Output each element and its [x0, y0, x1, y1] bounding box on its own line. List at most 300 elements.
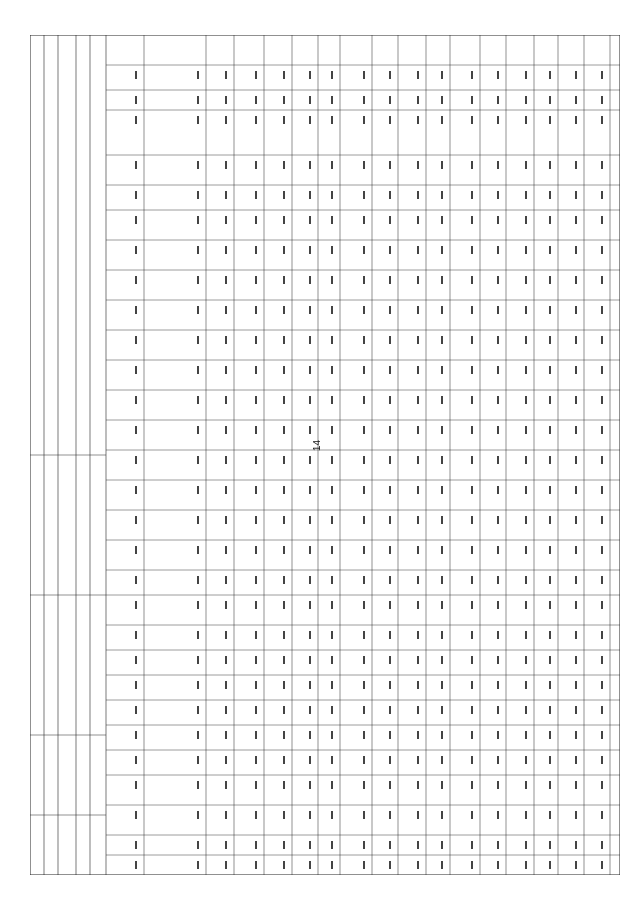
cell-mark	[471, 396, 473, 404]
cell-mark	[441, 426, 443, 434]
cell-mark	[575, 731, 577, 739]
cell-mark	[225, 731, 227, 739]
cell-mark	[135, 681, 137, 689]
cell-mark	[197, 276, 199, 284]
cell-mark	[135, 191, 137, 199]
cell-mark	[197, 161, 199, 169]
cell-mark	[197, 681, 199, 689]
cell-mark	[471, 731, 473, 739]
cell-mark	[441, 246, 443, 254]
cell-mark	[441, 706, 443, 714]
cell-mark	[525, 191, 527, 199]
cell-mark	[417, 396, 419, 404]
cell-mark	[197, 191, 199, 199]
cell-mark	[417, 681, 419, 689]
cell-mark	[255, 71, 257, 79]
cell-mark	[283, 706, 285, 714]
cell-mark	[471, 246, 473, 254]
cell-mark	[135, 486, 137, 494]
cell-mark	[225, 601, 227, 609]
cell-mark	[363, 71, 365, 79]
cell-mark	[363, 576, 365, 584]
cell-mark	[309, 706, 311, 714]
cell-mark	[497, 756, 499, 764]
cell-mark	[525, 426, 527, 434]
cell-mark	[225, 681, 227, 689]
cell-mark	[441, 396, 443, 404]
cell-mark	[255, 161, 257, 169]
cell-mark	[601, 366, 603, 374]
cell-mark	[497, 486, 499, 494]
cell-mark	[549, 656, 551, 664]
cell-mark	[417, 71, 419, 79]
cell-mark	[331, 576, 333, 584]
cell-mark	[525, 811, 527, 819]
cell-mark	[309, 96, 311, 104]
cell-mark	[471, 71, 473, 79]
cell-mark	[497, 456, 499, 464]
cell-mark	[601, 631, 603, 639]
cell-mark	[441, 631, 443, 639]
cell-mark	[363, 546, 365, 554]
cell-mark	[331, 191, 333, 199]
cell-mark	[389, 306, 391, 314]
cell-mark	[225, 161, 227, 169]
cell-mark	[331, 306, 333, 314]
cell-mark	[389, 246, 391, 254]
cell-mark	[197, 731, 199, 739]
cell-mark	[363, 366, 365, 374]
cell-mark	[225, 276, 227, 284]
cell-mark	[441, 811, 443, 819]
cell-mark	[197, 841, 199, 849]
cell-mark	[225, 396, 227, 404]
cell-mark	[549, 841, 551, 849]
cell-mark	[441, 336, 443, 344]
cell-mark	[525, 396, 527, 404]
cell-mark	[525, 601, 527, 609]
cell-mark	[441, 576, 443, 584]
cell-mark	[255, 366, 257, 374]
cell-mark	[309, 861, 311, 869]
cell-mark	[197, 656, 199, 664]
cell-mark	[601, 306, 603, 314]
cell-mark	[497, 681, 499, 689]
cell-mark	[471, 681, 473, 689]
cell-mark	[225, 306, 227, 314]
cell-mark	[309, 161, 311, 169]
cell-mark	[197, 546, 199, 554]
cell-mark	[331, 631, 333, 639]
cell-mark	[525, 681, 527, 689]
cell-mark	[525, 546, 527, 554]
cell-mark	[389, 336, 391, 344]
cell-mark	[309, 276, 311, 284]
cell-mark	[309, 756, 311, 764]
cell-mark	[255, 486, 257, 494]
cell-mark	[135, 756, 137, 764]
cell-mark	[575, 71, 577, 79]
cell-mark	[549, 756, 551, 764]
cell-mark	[601, 656, 603, 664]
cell-mark	[417, 336, 419, 344]
cell-mark	[255, 276, 257, 284]
cell-mark	[601, 756, 603, 764]
cell-mark	[363, 246, 365, 254]
cell-mark	[363, 516, 365, 524]
cell-mark	[575, 861, 577, 869]
cell-mark	[309, 811, 311, 819]
cell-mark	[331, 116, 333, 124]
cell-mark	[225, 426, 227, 434]
cell-mark	[575, 516, 577, 524]
cell-mark	[441, 731, 443, 739]
cell-mark	[601, 71, 603, 79]
cell-mark	[441, 96, 443, 104]
cell-mark	[283, 276, 285, 284]
cell-mark	[331, 656, 333, 664]
cell-mark	[225, 811, 227, 819]
cell-mark	[549, 161, 551, 169]
cell-mark	[135, 246, 137, 254]
cell-mark	[225, 546, 227, 554]
cell-mark	[417, 276, 419, 284]
cell-mark	[441, 546, 443, 554]
cell-mark	[225, 456, 227, 464]
cell-mark	[283, 656, 285, 664]
cell-mark	[309, 576, 311, 584]
cell-mark	[525, 756, 527, 764]
cell-mark	[255, 861, 257, 869]
cell-mark	[225, 516, 227, 524]
cell-mark	[389, 706, 391, 714]
cell-mark	[225, 576, 227, 584]
cell-mark	[417, 246, 419, 254]
cell-mark	[601, 276, 603, 284]
cell-mark	[225, 486, 227, 494]
cell-mark	[135, 426, 137, 434]
cell-mark	[497, 161, 499, 169]
cell-mark	[309, 426, 311, 434]
cell-mark	[255, 756, 257, 764]
cell-mark	[331, 841, 333, 849]
cell-mark	[255, 811, 257, 819]
cell-mark	[441, 306, 443, 314]
cell-mark	[549, 811, 551, 819]
cell-mark	[197, 116, 199, 124]
cell-mark	[197, 756, 199, 764]
table-grid	[30, 35, 620, 875]
cell-mark	[309, 486, 311, 494]
cell-mark	[309, 396, 311, 404]
cell-mark	[363, 96, 365, 104]
cell-mark	[601, 811, 603, 819]
cell-mark	[441, 116, 443, 124]
cell-mark	[135, 731, 137, 739]
cell-mark	[471, 841, 473, 849]
cell-mark	[601, 246, 603, 254]
cell-mark	[135, 216, 137, 224]
cell-mark	[525, 706, 527, 714]
cell-mark	[283, 781, 285, 789]
cell-mark	[309, 456, 311, 464]
cell-mark	[389, 191, 391, 199]
cell-mark	[363, 426, 365, 434]
cell-mark	[471, 601, 473, 609]
cell-mark	[389, 486, 391, 494]
cell-mark	[389, 546, 391, 554]
cell-mark	[497, 426, 499, 434]
cell-mark	[389, 861, 391, 869]
cell-mark	[225, 861, 227, 869]
cell-mark	[363, 631, 365, 639]
cell-mark	[389, 426, 391, 434]
cell-mark	[549, 276, 551, 284]
cell-mark	[549, 426, 551, 434]
cell-mark	[575, 656, 577, 664]
cell-mark	[363, 336, 365, 344]
cell-mark	[255, 706, 257, 714]
cell-mark	[575, 161, 577, 169]
cell-mark	[255, 516, 257, 524]
cell-mark	[309, 656, 311, 664]
cell-mark	[331, 486, 333, 494]
cell-mark	[135, 396, 137, 404]
cell-mark	[601, 731, 603, 739]
cell-mark	[575, 781, 577, 789]
cell-mark	[309, 781, 311, 789]
cell-mark	[135, 781, 137, 789]
cell-mark	[389, 456, 391, 464]
cell-mark	[331, 781, 333, 789]
cell-mark	[283, 246, 285, 254]
cell-mark	[309, 731, 311, 739]
cell-mark	[525, 276, 527, 284]
cell-mark	[331, 601, 333, 609]
cell-mark	[525, 306, 527, 314]
cell-mark	[309, 191, 311, 199]
cell-mark	[549, 336, 551, 344]
cell-mark	[497, 576, 499, 584]
cell-mark	[389, 781, 391, 789]
cell-mark	[283, 336, 285, 344]
cell-mark	[525, 116, 527, 124]
cell-mark	[135, 516, 137, 524]
cell-mark	[575, 216, 577, 224]
cell-mark	[417, 486, 419, 494]
cell-mark	[471, 96, 473, 104]
cell-mark	[471, 811, 473, 819]
cell-mark	[255, 656, 257, 664]
cell-mark	[363, 396, 365, 404]
cell-mark	[283, 96, 285, 104]
cell-mark	[497, 516, 499, 524]
cell-mark	[389, 576, 391, 584]
cell-mark	[283, 631, 285, 639]
cell-mark	[389, 116, 391, 124]
cell-mark	[331, 456, 333, 464]
cell-mark	[197, 631, 199, 639]
cell-mark	[417, 601, 419, 609]
cell-mark	[309, 601, 311, 609]
cell-mark	[255, 426, 257, 434]
cell-mark	[417, 861, 419, 869]
cell-mark	[417, 426, 419, 434]
cell-mark	[389, 656, 391, 664]
cell-mark	[331, 246, 333, 254]
cell-mark	[417, 656, 419, 664]
cell-mark	[135, 116, 137, 124]
cell-mark	[389, 731, 391, 739]
cell-mark	[363, 781, 365, 789]
cell-mark	[601, 396, 603, 404]
cell-mark	[309, 71, 311, 79]
cell-mark	[197, 811, 199, 819]
cell-mark	[309, 366, 311, 374]
cell-mark	[255, 396, 257, 404]
cell-mark	[549, 706, 551, 714]
cell-mark	[471, 306, 473, 314]
cell-mark	[575, 191, 577, 199]
cell-mark	[549, 246, 551, 254]
cell-mark	[417, 546, 419, 554]
cell-mark	[363, 306, 365, 314]
cell-mark	[525, 366, 527, 374]
cell-mark	[417, 116, 419, 124]
cell-mark	[417, 161, 419, 169]
cell-mark	[441, 656, 443, 664]
cell-mark	[363, 486, 365, 494]
cell-mark	[471, 191, 473, 199]
cell-mark	[601, 601, 603, 609]
cell-mark	[575, 96, 577, 104]
cell-mark	[601, 426, 603, 434]
cell-mark	[197, 336, 199, 344]
cell-mark	[283, 731, 285, 739]
cell-mark	[225, 841, 227, 849]
cell-mark	[575, 601, 577, 609]
cell-mark	[525, 71, 527, 79]
cell-mark	[389, 216, 391, 224]
cell-mark	[575, 116, 577, 124]
cell-mark	[525, 781, 527, 789]
cell-mark	[389, 631, 391, 639]
cell-mark	[225, 191, 227, 199]
cell-mark	[575, 811, 577, 819]
cell-mark	[441, 756, 443, 764]
cell-mark	[331, 366, 333, 374]
cell-mark	[441, 216, 443, 224]
cell-mark	[601, 516, 603, 524]
cell-mark	[135, 811, 137, 819]
cell-mark	[283, 576, 285, 584]
cell-mark	[497, 96, 499, 104]
cell-mark	[441, 191, 443, 199]
cell-mark	[601, 861, 603, 869]
cell-mark	[331, 336, 333, 344]
cell-mark	[417, 516, 419, 524]
cell-mark	[601, 456, 603, 464]
cell-mark	[135, 306, 137, 314]
cell-mark	[441, 516, 443, 524]
cell-mark	[441, 861, 443, 869]
cell-mark	[601, 216, 603, 224]
cell-mark	[363, 161, 365, 169]
cell-mark	[497, 116, 499, 124]
cell-mark	[135, 276, 137, 284]
cell-mark	[525, 486, 527, 494]
cell-mark	[283, 456, 285, 464]
cell-mark	[255, 631, 257, 639]
cell-mark	[575, 426, 577, 434]
cell-mark	[255, 781, 257, 789]
cell-mark	[525, 861, 527, 869]
cell-mark	[135, 161, 137, 169]
cell-mark	[135, 656, 137, 664]
cell-mark	[331, 706, 333, 714]
cell-mark	[417, 191, 419, 199]
cell-mark	[575, 366, 577, 374]
cell-mark	[197, 456, 199, 464]
cell-mark	[225, 216, 227, 224]
cell-mark	[331, 396, 333, 404]
cell-mark	[363, 216, 365, 224]
cell-mark	[441, 681, 443, 689]
cell-mark	[471, 216, 473, 224]
cell-mark	[471, 656, 473, 664]
cell-mark	[389, 396, 391, 404]
cell-mark	[283, 811, 285, 819]
cell-mark	[497, 731, 499, 739]
cell-mark	[331, 71, 333, 79]
cell-mark	[331, 861, 333, 869]
cell-mark	[331, 731, 333, 739]
cell-mark	[363, 116, 365, 124]
cell-mark	[525, 516, 527, 524]
cell-mark	[417, 731, 419, 739]
cell-mark	[363, 191, 365, 199]
cell-mark	[525, 246, 527, 254]
cell-mark	[497, 706, 499, 714]
cell-mark	[525, 731, 527, 739]
cell-mark	[309, 216, 311, 224]
cell-mark	[225, 756, 227, 764]
cell-mark	[283, 426, 285, 434]
cell-mark	[197, 486, 199, 494]
cell-mark	[283, 191, 285, 199]
cell-mark	[549, 781, 551, 789]
cell-mark	[497, 71, 499, 79]
cell-mark	[309, 546, 311, 554]
cell-mark	[389, 841, 391, 849]
cell-mark	[309, 631, 311, 639]
cell-mark	[471, 781, 473, 789]
cell-mark	[197, 601, 199, 609]
cell-mark	[549, 116, 551, 124]
cell-mark	[549, 456, 551, 464]
cell-mark	[331, 216, 333, 224]
cell-mark	[575, 336, 577, 344]
cell-mark	[471, 861, 473, 869]
cell-mark	[441, 161, 443, 169]
cell-mark	[309, 116, 311, 124]
cell-mark	[575, 486, 577, 494]
cell-mark	[601, 486, 603, 494]
cell-mark	[497, 861, 499, 869]
cell-mark	[441, 601, 443, 609]
cell-mark	[331, 546, 333, 554]
cell-mark	[363, 841, 365, 849]
